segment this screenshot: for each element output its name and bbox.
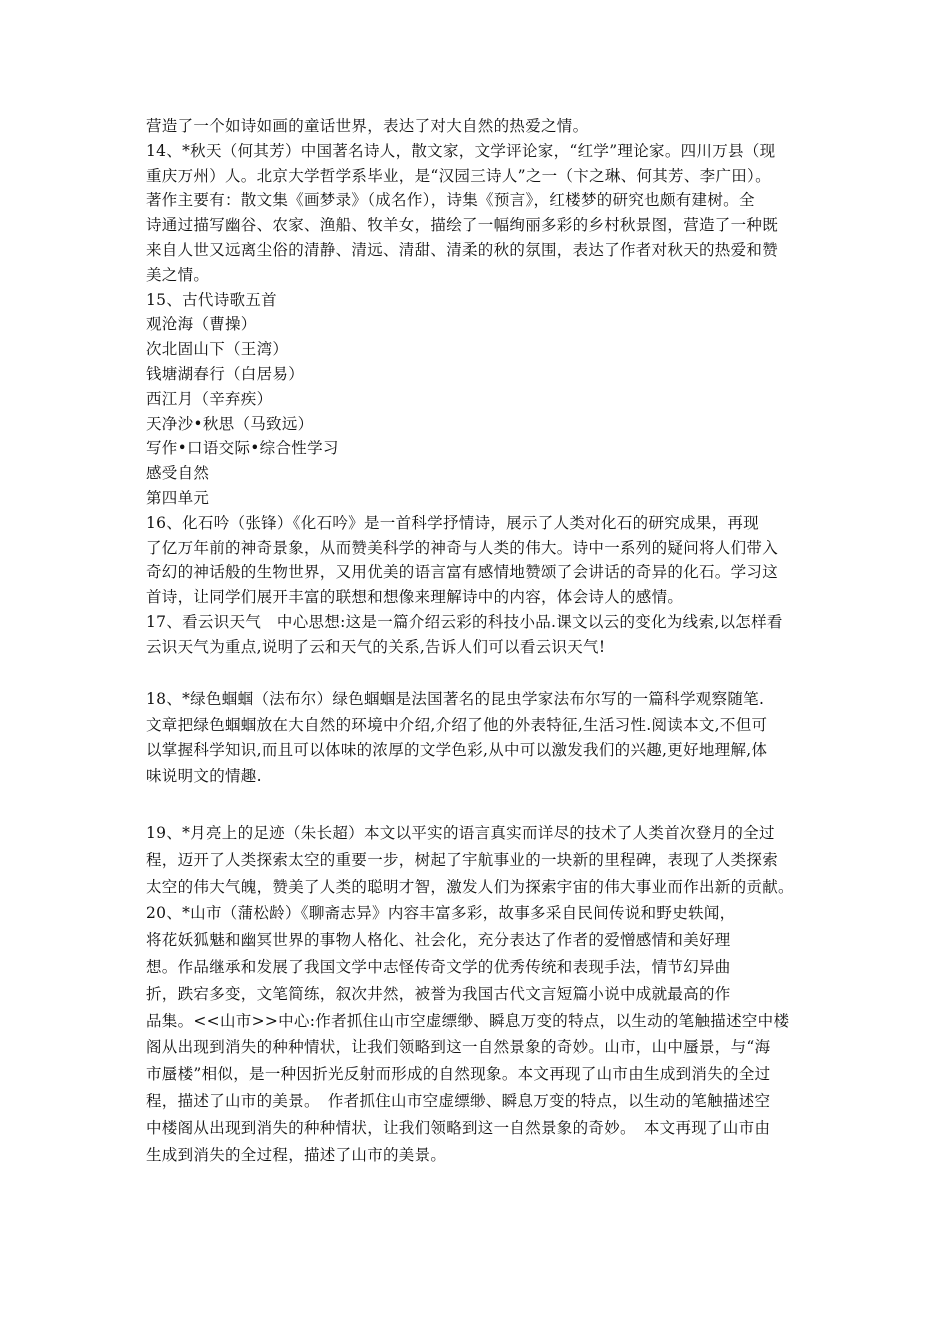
text-line: 西江月（辛弃疾）: [146, 389, 273, 408]
text-line: 来自人世又远离尘俗的清静、清远、清甜、清柔的秋的氛围，表达了作者对秋天的热爱和赞: [146, 241, 779, 259]
text-line: 云识天气为重点,说明了云和天气的关系,告诉人们可以看云识天气!: [146, 637, 606, 656]
text-line: 美之情。: [146, 265, 210, 284]
text-line: 营造了一个如诗如画的童话世界，表达了对大自然的热爱之情。: [146, 117, 589, 135]
text-line: 品集。<<山市>>中心:作者抓住山市空虚缥缈、瞬息万变的特点，以生动的笔触描述空中楼: [146, 1011, 790, 1030]
text-line: 市蜃楼”相似，是一种因折光反射而形成的自然现象。本文再现了山市由生成到消失的全过: [146, 1065, 771, 1084]
text-line: 以掌握科学知识,而且可以体味的浓厚的文学色彩,从中可以激发我们的兴趣,更好地理解,体: [146, 741, 768, 759]
text-line: 中楼阁从出现到消失的种种情状，让我们领略到这一自然景象的奇妙。 本文再现了山市由: [146, 1118, 771, 1137]
text-line: 观沧海（曹操）: [146, 315, 257, 334]
text-line: 文章把绿色蝈蝈放在大自然的环境中介绍,介绍了他的外表特征,生活习性.阅读本文,不但可: [146, 715, 768, 734]
text-line: 20、*山市（蒲松龄）《聊斋志异》内容丰富多彩，故事多采自民间传说和野史轶闻，: [146, 904, 736, 923]
text-line: 15、古代诗歌五首: [146, 290, 277, 309]
text-line: 19、*月亮上的足迹（朱长超）本文以平实的语言真实而详尽的技术了人类首次登月的全过: [146, 824, 775, 842]
text-line: 程，迈开了人类探索太空的重要一步，树起了宇航事业的一块新的里程碑，表现了人类探索: [146, 850, 779, 869]
text-line: 重庆万州）人。北京大学哲学系毕业，是“汉园三诗人”之一（卞之琳、何其芳、李广田）。: [146, 166, 771, 185]
text-line: 味说明文的情趣.: [146, 766, 262, 785]
text-line: 17、看云识天气 中心思想:这是一篇介绍云彩的科技小品.课文以云的变化为线索,以怎样看: [146, 613, 783, 631]
text-line: 想。作品继承和发展了我国文学中志怪传奇文学的优秀传统和表现手法，情节幻异曲: [146, 958, 731, 976]
text-line: 将花妖狐魅和幽冥世界的事物人格化、社会化，充分表达了作者的爱憎感情和美好理: [146, 931, 731, 950]
text-line: 16、化石吟（张锋）《化石吟》是一首科学抒情诗，展示了人类对化石的研究成果，再现: [146, 513, 759, 532]
text-line: 太空的伟大气魄，赞美了人类的聪明才智，激发人们为探索宇宙的伟大事业而作出新的贡献。: [146, 877, 794, 896]
text-line: 第四单元: [146, 489, 210, 507]
text-line: 阁从出现到消失的种种情状，让我们领略到这一自然景象的奇妙。山市，山中蜃景，与“海: [146, 1038, 771, 1057]
text-line: 钱塘湖春行（白居易）: [146, 365, 305, 383]
text-line: 生成到消失的全过程，描述了山市的美景。: [146, 1145, 447, 1164]
text-line: 首诗，让同学们展开丰富的联想和想像来理解诗中的内容，体会诗人的感情。: [146, 588, 684, 607]
text-line: 天净沙•秋思（马致远）: [146, 414, 314, 433]
text-line: 次北固山下（王湾）: [146, 340, 289, 359]
text-line: 著作主要有：散文集《画梦录》（成名作），诗集《预言》，红楼梦的研究也颇有建树。全: [146, 191, 755, 210]
text-line: 奇幻的神话般的生物世界，又用优美的语言富有感情地赞颂了会讲话的奇异的化石。学习这: [146, 563, 779, 582]
text-line: 诗通过描写幽谷、农家、渔船、牧羊女，描绘了一幅绚丽多彩的乡村秋景图，营造了一种既: [146, 216, 779, 235]
text-line: 写作•口语交际•综合性学习: [146, 439, 339, 458]
text-line: 折，跌宕多变，文笔简练，叙次井然，被誉为我国古代文言短篇小说中成就最高的作: [146, 984, 731, 1003]
text-line: 程，描述了山市的美景。 作者抓住山市空虚缥缈、瞬息万变的特点，以生动的笔触描述空: [146, 1092, 771, 1110]
text-line: 18、*绿色蝈蝈（法布尔）绿色蝈蝈是法国著名的昆虫学家法布尔写的一篇科学观察随笔.: [146, 690, 765, 708]
text-line: 了亿万年前的神奇景象，从而赞美科学的神奇与人类的伟大。诗中一系列的疑问将人们带入: [146, 538, 779, 557]
text-line: 14、*秋天（何其芳）中国著名诗人，散文家，文学评论家，“红学”理论家。四川万县（现: [146, 141, 776, 160]
text-line: 感受自然: [146, 464, 210, 483]
